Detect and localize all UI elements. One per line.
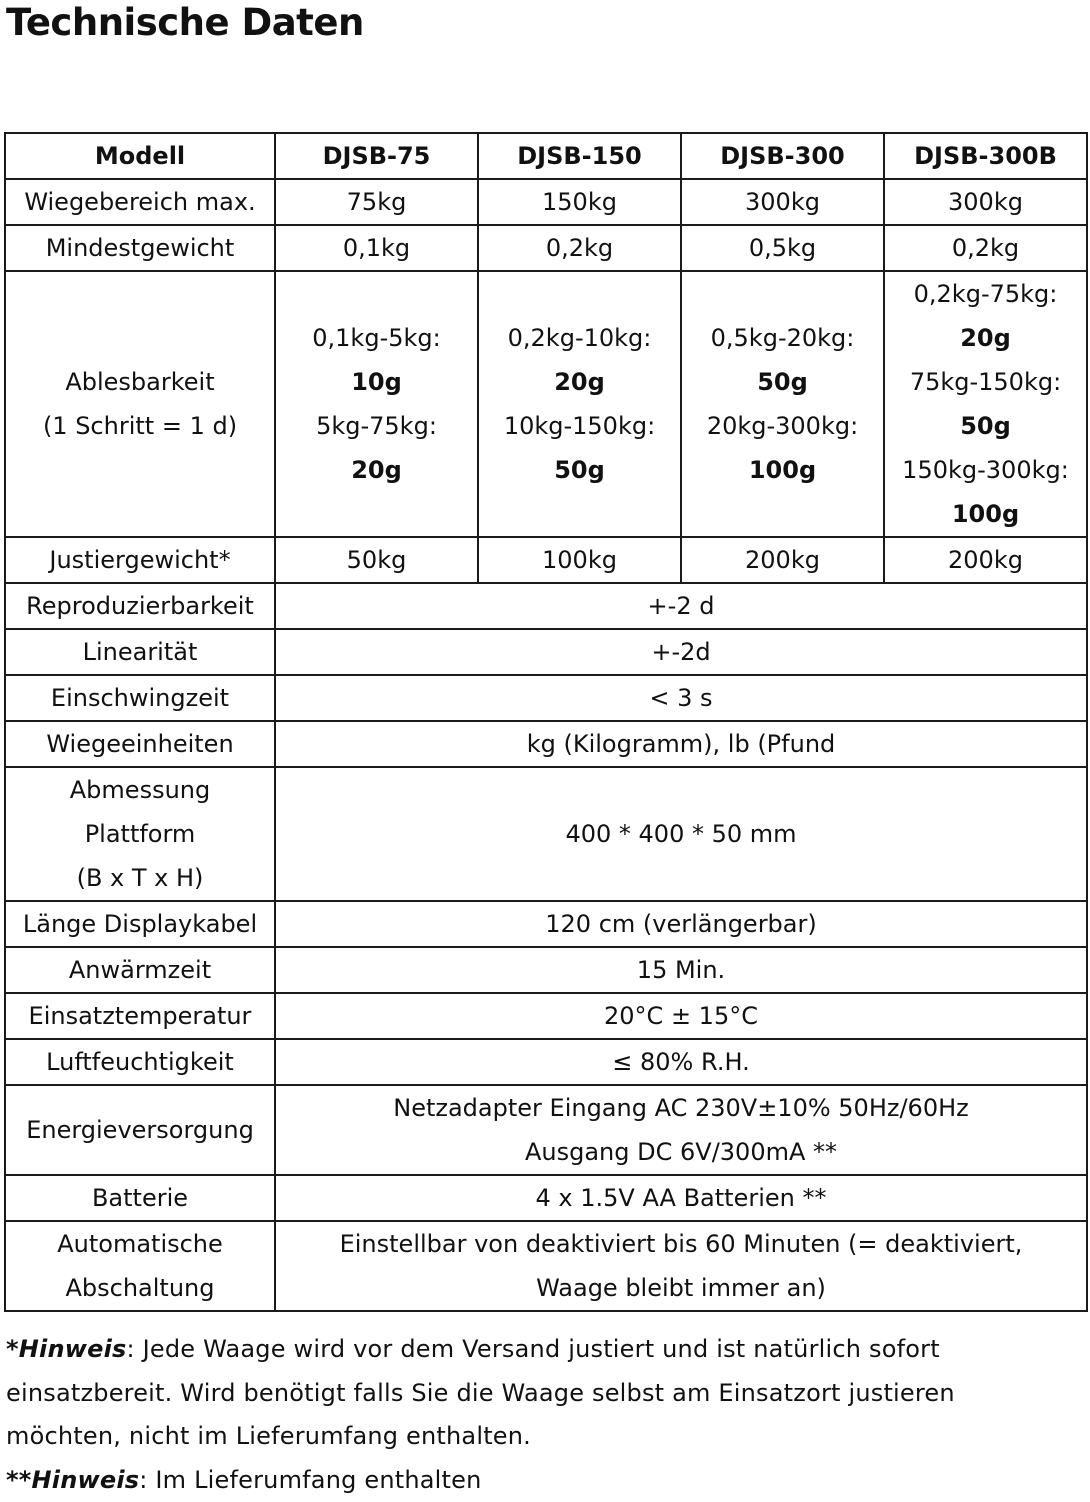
range-text: 0,2kg-75kg: [885,272,1086,316]
step-value: 50g [885,404,1086,448]
table-cell: 75kg [275,179,478,225]
row-label: Anwärmzeit [5,947,275,993]
value-line: Netzadapter Eingang AC 230V±10% 50Hz/60Hz [276,1086,1086,1130]
table-cell: kg (Kilogramm), lb (Pfund [275,721,1087,767]
row-label: Reproduzierbarkeit [5,583,275,629]
header-cell-djsb-75: DJSB-75 [275,133,478,179]
table-cell: 4 x 1.5V AA Batterien ** [275,1175,1087,1221]
table-row [5,993,1087,1039]
row-label: Wiegebereich max. [5,179,275,225]
table-cell: 0,5kg [681,225,884,271]
table-row [5,271,1087,537]
label-line: Abmessung [6,768,274,812]
label-line: Abschaltung [6,1266,274,1310]
range-text: 150kg-300kg: [885,448,1086,492]
table-row [5,767,1087,901]
row-label: Wiegeeinheiten [5,721,275,767]
table-cell: ≤ 80% R.H. [275,1039,1087,1085]
range-text: 0,5kg-20kg: [682,316,883,360]
range-text: 5kg-75kg: [276,404,477,448]
row-label [5,767,275,901]
page-title: Technische Daten [6,0,364,46]
footnote-text: : Jede Waage wird vor dem Versand justiert und ist natürlich sofort [127,1335,940,1363]
table-cell: 200kg [681,537,884,583]
table-cell [681,271,884,537]
table-cell: 0,2kg [478,225,681,271]
table-cell [275,271,478,537]
table-row [5,583,1087,629]
table-cell: +-2d [275,629,1087,675]
table-cell: 300kg [884,179,1087,225]
step-value: 100g [885,492,1086,536]
table-row [5,901,1087,947]
table-cell: 0,2kg [884,225,1087,271]
label-line: Ablesbarkeit [6,360,274,404]
table-cell: 300kg [681,179,884,225]
table-cell: < 3 s [275,675,1087,721]
table-cell: 15 Min. [275,947,1087,993]
table-cell [884,271,1087,537]
row-label: Luftfeuchtigkeit [5,1039,275,1085]
step-value: 20g [885,316,1086,360]
table-cell: 50kg [275,537,478,583]
table-cell [478,271,681,537]
header-cell-model: Modell [5,133,275,179]
header-cell-djsb-150: DJSB-150 [478,133,681,179]
step-value: 10g [276,360,477,404]
row-label: Batterie [5,1175,275,1221]
table-header-row [5,133,1087,179]
table-row [5,1085,1087,1175]
value-line: Einstellbar von deaktiviert bis 60 Minuten (= deaktiviert, [276,1222,1086,1266]
value-line: Ausgang DC 6V/300mA ** [276,1130,1086,1174]
table-row [5,675,1087,721]
step-value: 100g [682,448,883,492]
value-line: Waage bleibt immer an) [276,1266,1086,1310]
row-label: Linearität [5,629,275,675]
footnotes [6,1328,1086,1502]
table-row [5,721,1087,767]
table-cell: +-2 d [275,583,1087,629]
footnote-1-line: möchten, nicht im Lieferumfang enthalten. [6,1415,1086,1459]
range-text: 75kg-150kg: [885,360,1086,404]
table-row [5,1039,1087,1085]
range-text: 20kg-300kg: [682,404,883,448]
table-row [5,1221,1087,1311]
table-row [5,1175,1087,1221]
step-value: 50g [682,360,883,404]
header-cell-djsb-300: DJSB-300 [681,133,884,179]
step-value: 20g [276,448,477,492]
range-text: 0,2kg-10kg: [479,316,680,360]
table-cell: 150kg [478,179,681,225]
row-label [5,1221,275,1311]
range-text: 0,1kg-5kg: [276,316,477,360]
table-cell: 0,1kg [275,225,478,271]
row-label: Justiergewicht* [5,537,275,583]
range-text: 10kg-150kg: [479,404,680,448]
footnote-text: : Im Lieferumfang enthalten [139,1466,481,1494]
spec-table [4,132,1088,1312]
step-value: 50g [479,448,680,492]
label-line: Plattform [6,812,274,856]
table-row [5,629,1087,675]
table-cell [275,1221,1087,1311]
label-line: (B x T x H) [6,856,274,900]
table-cell: 400 * 400 * 50 mm [275,767,1087,901]
row-label: Länge Displaykabel [5,901,275,947]
step-value: 20g [479,360,680,404]
footnote-label: *Hinweis [6,1335,127,1363]
table-cell: 100kg [478,537,681,583]
table-cell: 120 cm (verlängerbar) [275,901,1087,947]
row-label: Mindestgewicht [5,225,275,271]
footnote-2 [6,1459,1086,1502]
footnote-1-line: einsatzbereit. Wird benötigt falls Sie die Waage selbst am Einsatzort justieren [6,1372,1086,1416]
table-cell [275,1085,1087,1175]
row-label: Einschwingzeit [5,675,275,721]
table-cell: 200kg [884,537,1087,583]
label-line: Automatische [6,1222,274,1266]
header-cell-djsb-300b: DJSB-300B [884,133,1087,179]
table-row [5,225,1087,271]
table-row [5,947,1087,993]
table-row [5,179,1087,225]
row-label: Einsatztemperatur [5,993,275,1039]
row-label: Energieversorgung [5,1085,275,1175]
footnote-1 [6,1328,1086,1372]
row-label [5,271,275,537]
table-row [5,537,1087,583]
table-cell: 20°C ± 15°C [275,993,1087,1039]
label-line: (1 Schritt = 1 d) [6,404,274,448]
footnote-label: **Hinweis [6,1466,139,1494]
